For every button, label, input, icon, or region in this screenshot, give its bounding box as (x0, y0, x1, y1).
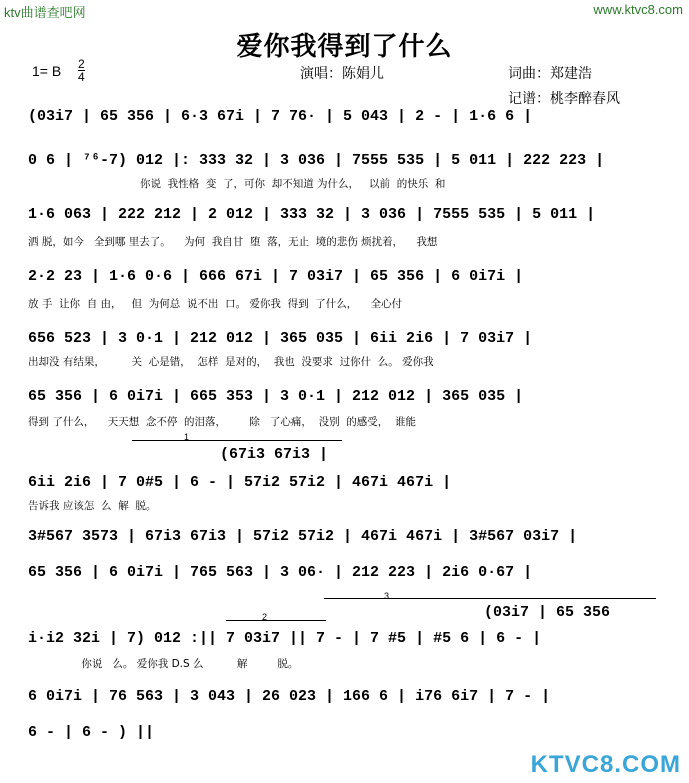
lyrics-row-7: 告诉我 应该怎 么 解 脱。 (28, 500, 157, 512)
volta-2-label: 2 (262, 612, 268, 622)
score-row-7: 6ii 2i6 | 7 0#5 | 6 - | 57i2 57i2 | 467i 467i | (28, 474, 452, 491)
transcriber: 记谱：桃李醉春风 (508, 91, 620, 107)
song-title: 爱你我得到了什么 (236, 32, 453, 62)
score-row-6: 65 356 | 6 0i7i | 665 353 | 3 0·1 | 212 012 | 365 035 | (28, 388, 524, 405)
watermark-top-right: www.ktvc8.com (593, 2, 683, 17)
lyrics-row-3: 洒 脱，如今 全到哪 里去了。 为何 我自甘 堕 落，无止 境的悲伤 烦扰着， 我想 (28, 236, 438, 248)
lyricist: 词曲：郑建浩 (508, 66, 592, 82)
score-row-4: 2·2 23 | 1·6 0·6 | 666 67i | 7 03i7 | 65 356 | 6 0i7i | (28, 268, 524, 285)
score-row-9: 65 356 | 6 0i7i | 765 563 | 3 06· | 212 223 | 2i6 0·67 | (28, 564, 533, 581)
score-row-12: 6 - | 6 - ) || (28, 724, 155, 741)
volta-2-line (226, 620, 326, 621)
score-row-3: 1·6 063 | 222 212 | 2 012 | 333 32 | 3 036 | 7555 535 | 5 011 | (28, 206, 596, 223)
score-row-5: 656 523 | 3 0·1 | 212 012 | 365 035 | 6ii 2i6 | 7 03i7 | (28, 330, 533, 347)
intro-echo: (03i7 | 65 356 (484, 604, 611, 621)
volta-3-label: 3 (384, 591, 390, 601)
score-row-10: i·i2 32i | 7) 012 :|| 7 03i7 || 7 - | 7 #5 | #5 6 | 6 - | (28, 630, 542, 647)
time-bottom: 4 (78, 70, 85, 84)
score-row-8: 3#567 3573 | 67i3 67i3 | 57i2 57i2 | 467i 467i | 3#567 03i7 | (28, 528, 578, 545)
score-row-2: 0 6 | ⁷⁶-7) 012 |: 333 32 | 3 036 | 7555 535 | 5 011 | 222 223 | (28, 152, 605, 169)
key-signature: 1= B (32, 63, 62, 79)
watermark-top-left: ktv曲谱查吧网 (4, 5, 86, 20)
volta-3-line (324, 598, 656, 599)
time-signature (78, 58, 85, 83)
score-row-11: 6 0i7i | 76 563 | 3 043 | 26 023 | 166 6 | i76 6i7 | 7 - | (28, 688, 551, 705)
singer: 演唱：陈娟儿 (300, 66, 384, 82)
lyrics-row-6: 得到 了什么， 天天想 念不停 的泪落， 除 了心痛， 没别 的感受， 谁能 (28, 416, 416, 428)
time-top: 2 (78, 57, 85, 71)
score-row-1: (03i7 | 65 356 | 6·3 67i | 7 76· | 5 043 | 2 - | 1·6 6 | (28, 108, 533, 125)
logo: KTVC8.COM (530, 751, 681, 778)
interlude-note: (67i3 67i3 | (220, 446, 329, 463)
lyrics-row-10: 你说 么。 爱你我 D.S 么 解 脱。 (28, 658, 299, 670)
volta-1-line (132, 440, 342, 441)
lyrics-row-5: 出却没 有结果， 关 心是错， 怎样 是对的， 我也 没要求 过你什 么。 爱你我 (28, 356, 434, 368)
lyrics-row-4: 放 手 让你 自 由， 但 为何总 说不出 口。 爱你我 得到 了什么， 全心付 (28, 298, 403, 310)
lyrics-row-2: 你说 我性格 变 了，可你 却不知道 为什么， 以前 的快乐 和 (140, 178, 446, 190)
volta-1-label: 1 (184, 432, 190, 442)
